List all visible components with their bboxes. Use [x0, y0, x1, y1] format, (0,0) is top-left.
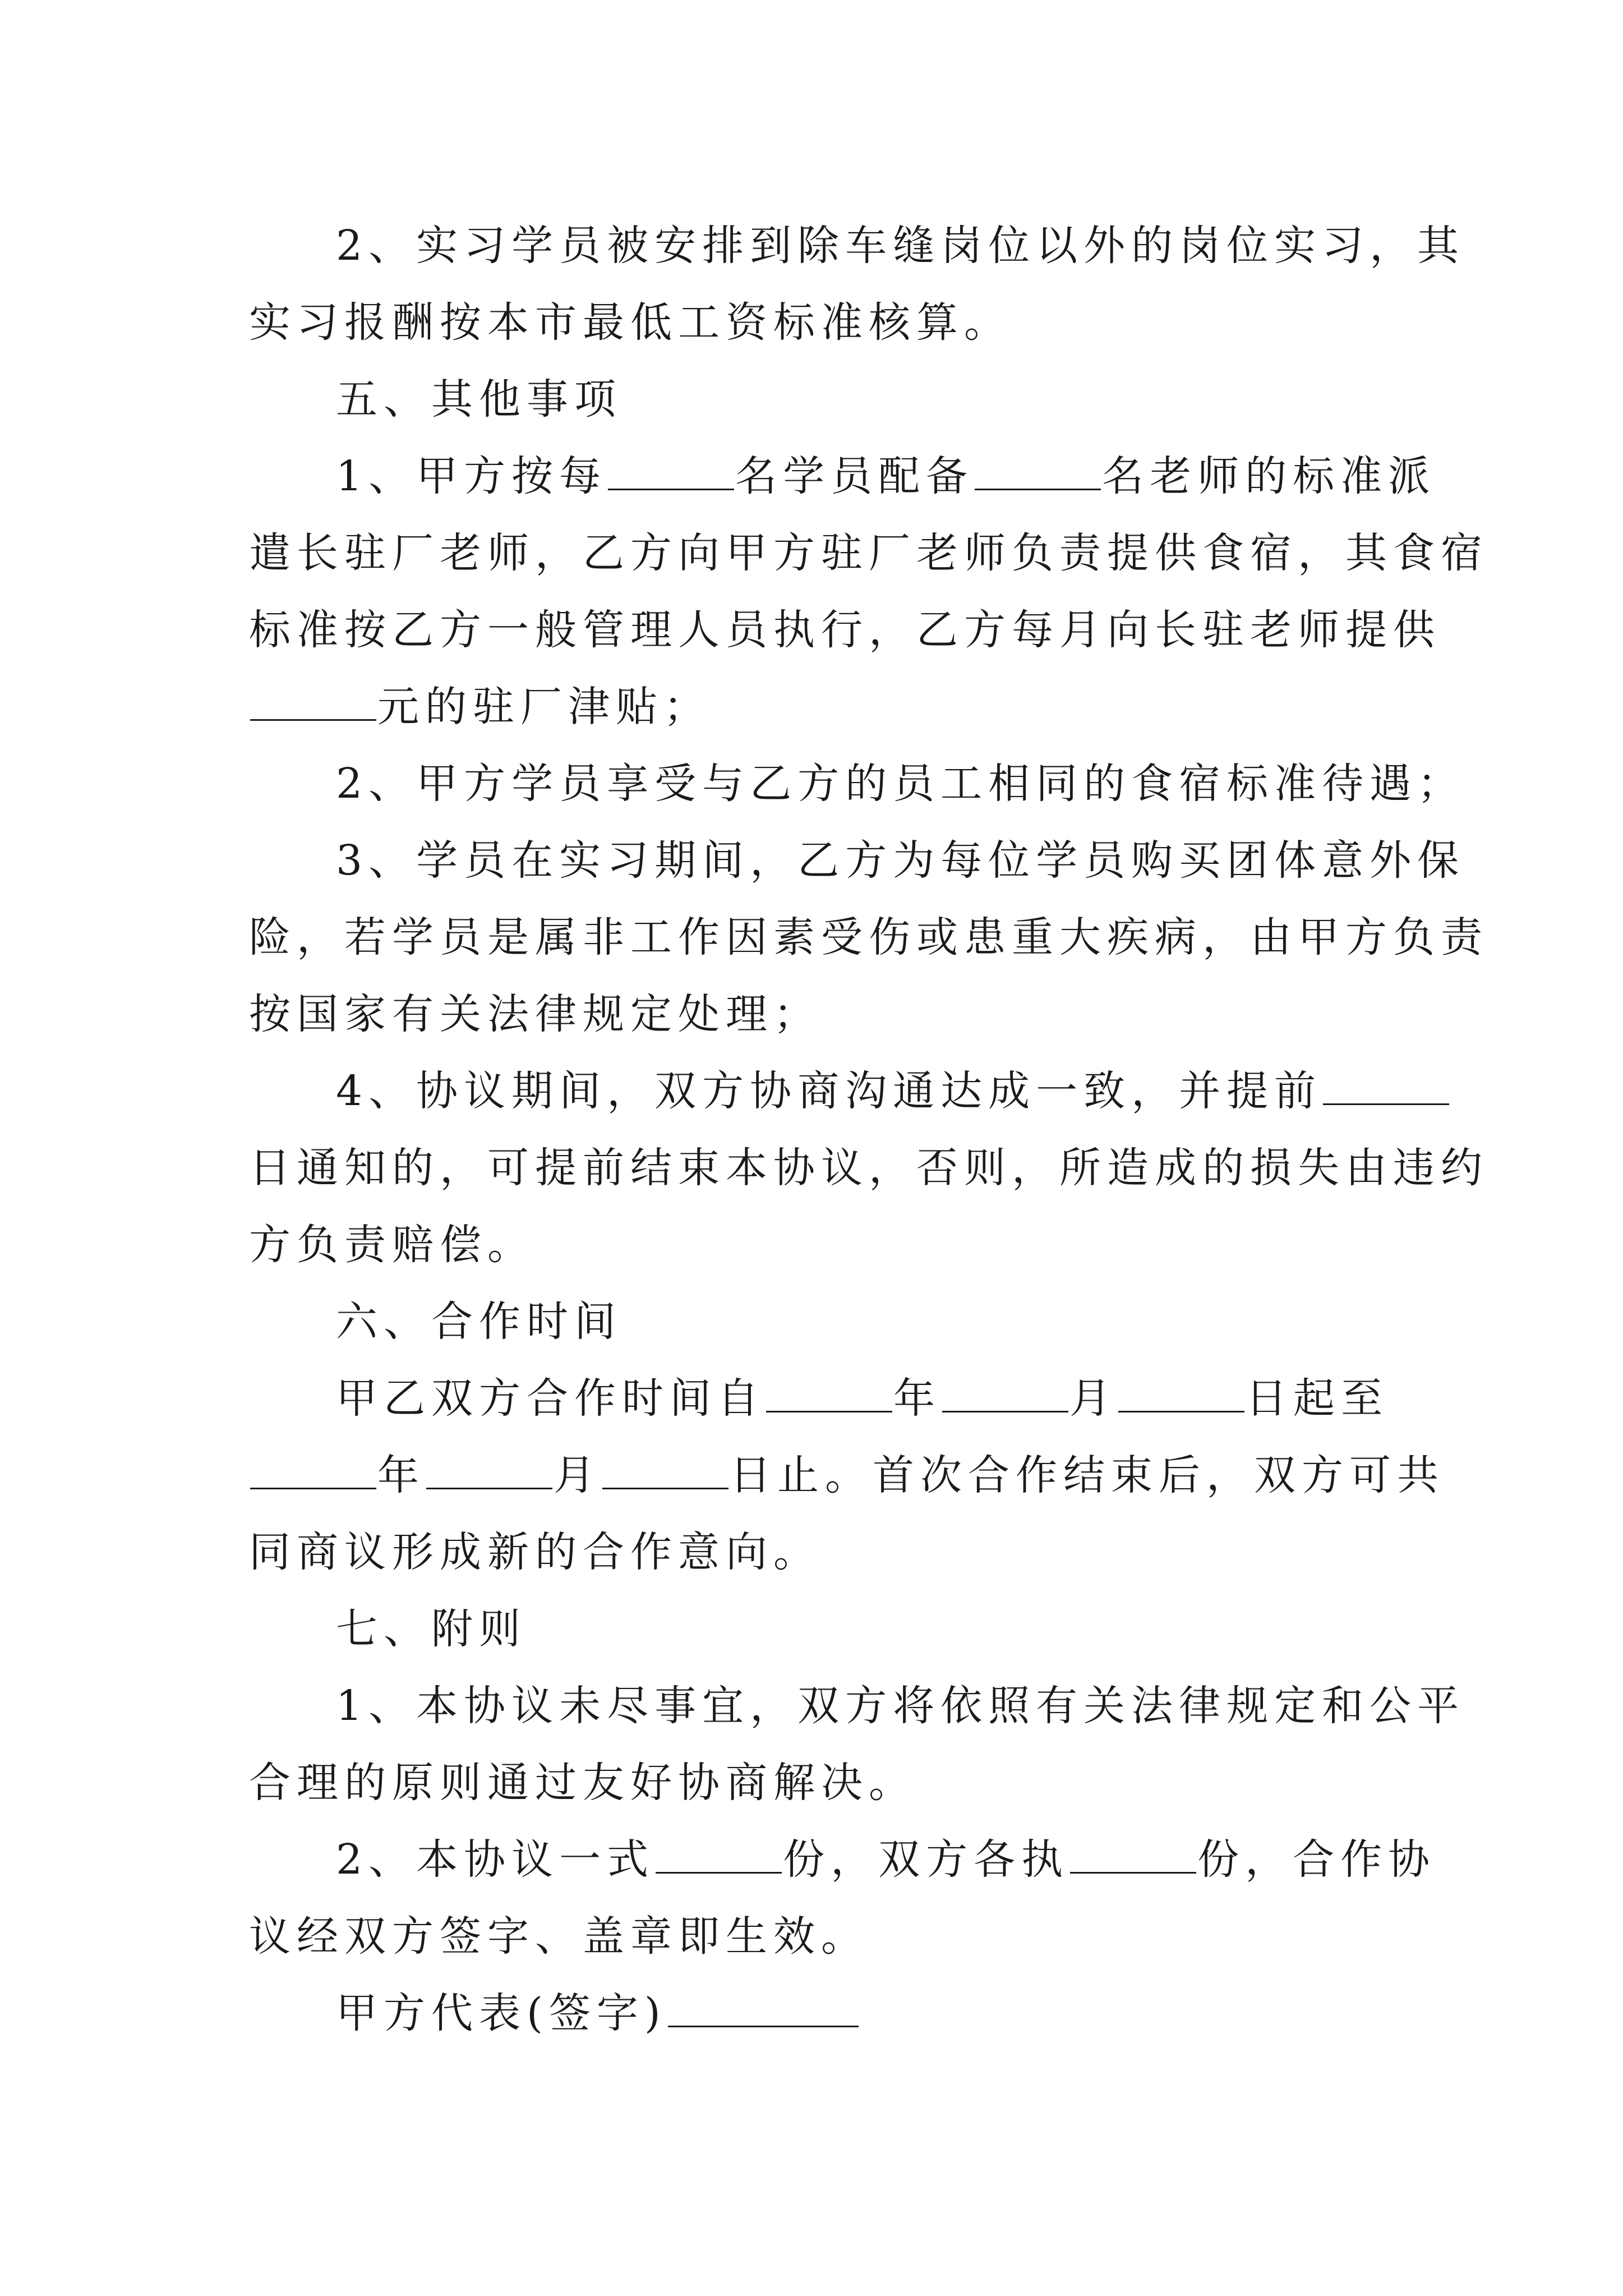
text-line	[249, 669, 1387, 746]
text-line: 议经双方签字、盖章即生效。	[249, 1912, 869, 1961]
fill-in-blank[interactable]	[656, 1837, 782, 1874]
paragraph-cooperation-period	[249, 1360, 1445, 1591]
text-segment: 日起至	[1246, 1374, 1389, 1423]
paragraph-board-lodging	[249, 746, 1465, 822]
paragraph-resident-teacher	[249, 438, 1488, 746]
text-line: 2、甲方学员享受与乙方的员工相同的食宿标准待遇；	[336, 760, 1465, 808]
text-line: 标准按乙方一般管理人员执行，乙方每月向长驻老师提供	[249, 606, 1441, 654]
signature-blank[interactable]	[668, 1991, 859, 2027]
paragraph-unresolved-matters	[249, 1668, 1465, 1821]
text-line: 方负责赔偿。	[249, 1221, 535, 1269]
text-segment: 名学员配备	[735, 452, 974, 500]
text-segment: 甲乙双方合作时间自	[336, 1374, 765, 1423]
section-heading-cooperation-period: 六、合作时间	[336, 1297, 622, 1346]
text-line: 2、实习学员被安排到除车缝岗位以外的岗位实习，其	[336, 222, 1465, 270]
text-line: 按国家有关法律规定处理；	[249, 990, 821, 1038]
text-segment: 1、甲方按每	[336, 452, 607, 500]
text-segment: 年	[377, 1451, 425, 1499]
section-heading-appendix: 七、附则	[336, 1605, 527, 1653]
paragraph-signature	[249, 1975, 1387, 2052]
fill-in-blank[interactable]	[426, 1453, 552, 1489]
fill-in-blank[interactable]	[250, 684, 376, 721]
text-segment: 份，合作协	[1197, 1835, 1436, 1884]
fill-in-blank[interactable]	[1070, 1837, 1196, 1874]
text-line	[249, 1975, 1387, 2052]
text-segment: 月	[554, 1451, 601, 1499]
text-line	[249, 1053, 1387, 1130]
text-segment: 月	[1069, 1374, 1117, 1423]
text-segment: 日止。首次合作结束后，双方可共	[730, 1451, 1445, 1499]
text-line	[249, 438, 1436, 515]
text-line: 日通知的，可提前结束本协议，否则，所造成的损失由违约	[249, 1144, 1488, 1192]
fill-in-blank[interactable]	[975, 454, 1101, 490]
text-segment: 份，双方各执	[783, 1835, 1069, 1884]
fill-in-blank[interactable]	[250, 1453, 376, 1489]
text-line: 1、本协议未尽事宜，双方将依照有关法律规定和公平	[336, 1682, 1465, 1730]
text-line	[249, 1360, 1387, 1437]
text-line: 3、学员在实习期间，乙方为每位学员购买团体意外保	[336, 836, 1465, 885]
text-line: 合理的原则通过友好协商解决。	[249, 1759, 916, 1807]
text-line	[249, 1437, 1445, 1514]
text-segment: 2、本协议一式	[336, 1835, 655, 1884]
paragraph-early-termination	[249, 1053, 1488, 1283]
text-segment: 元的驻厂津贴；	[377, 683, 711, 731]
text-line: 遣长驻厂老师，乙方向甲方驻厂老师负责提供食宿，其食宿	[249, 529, 1488, 577]
paragraph-copies	[249, 1821, 1436, 1975]
text-segment: 名老师的标准派	[1102, 452, 1436, 500]
paragraph-insurance	[249, 822, 1488, 1053]
paragraph-intern-pay	[249, 208, 1465, 361]
fill-in-blank[interactable]	[602, 1453, 728, 1489]
section-heading-other-matters: 五、其他事项	[336, 375, 622, 424]
document-body	[249, 208, 1488, 2052]
fill-in-blank[interactable]	[1118, 1376, 1244, 1412]
text-line: 险，若学员是属非工作因素受伤或患重大疾病，由甲方负责	[249, 913, 1488, 961]
text-segment: 4、协议期间，双方协商沟通达成一致，并提前	[336, 1067, 1322, 1115]
fill-in-blank[interactable]	[766, 1376, 892, 1412]
fill-in-blank[interactable]	[942, 1376, 1068, 1412]
text-line: 实习报酬按本市最低工资标准核算。	[249, 298, 1012, 347]
text-line: 同商议形成新的合作意向。	[249, 1528, 821, 1576]
fill-in-blank[interactable]	[1323, 1069, 1449, 1105]
text-segment: 年	[893, 1374, 941, 1423]
fill-in-blank[interactable]	[608, 454, 734, 490]
signature-label: 甲方代表(签字)	[336, 1989, 667, 2037]
text-line	[249, 1821, 1436, 1898]
